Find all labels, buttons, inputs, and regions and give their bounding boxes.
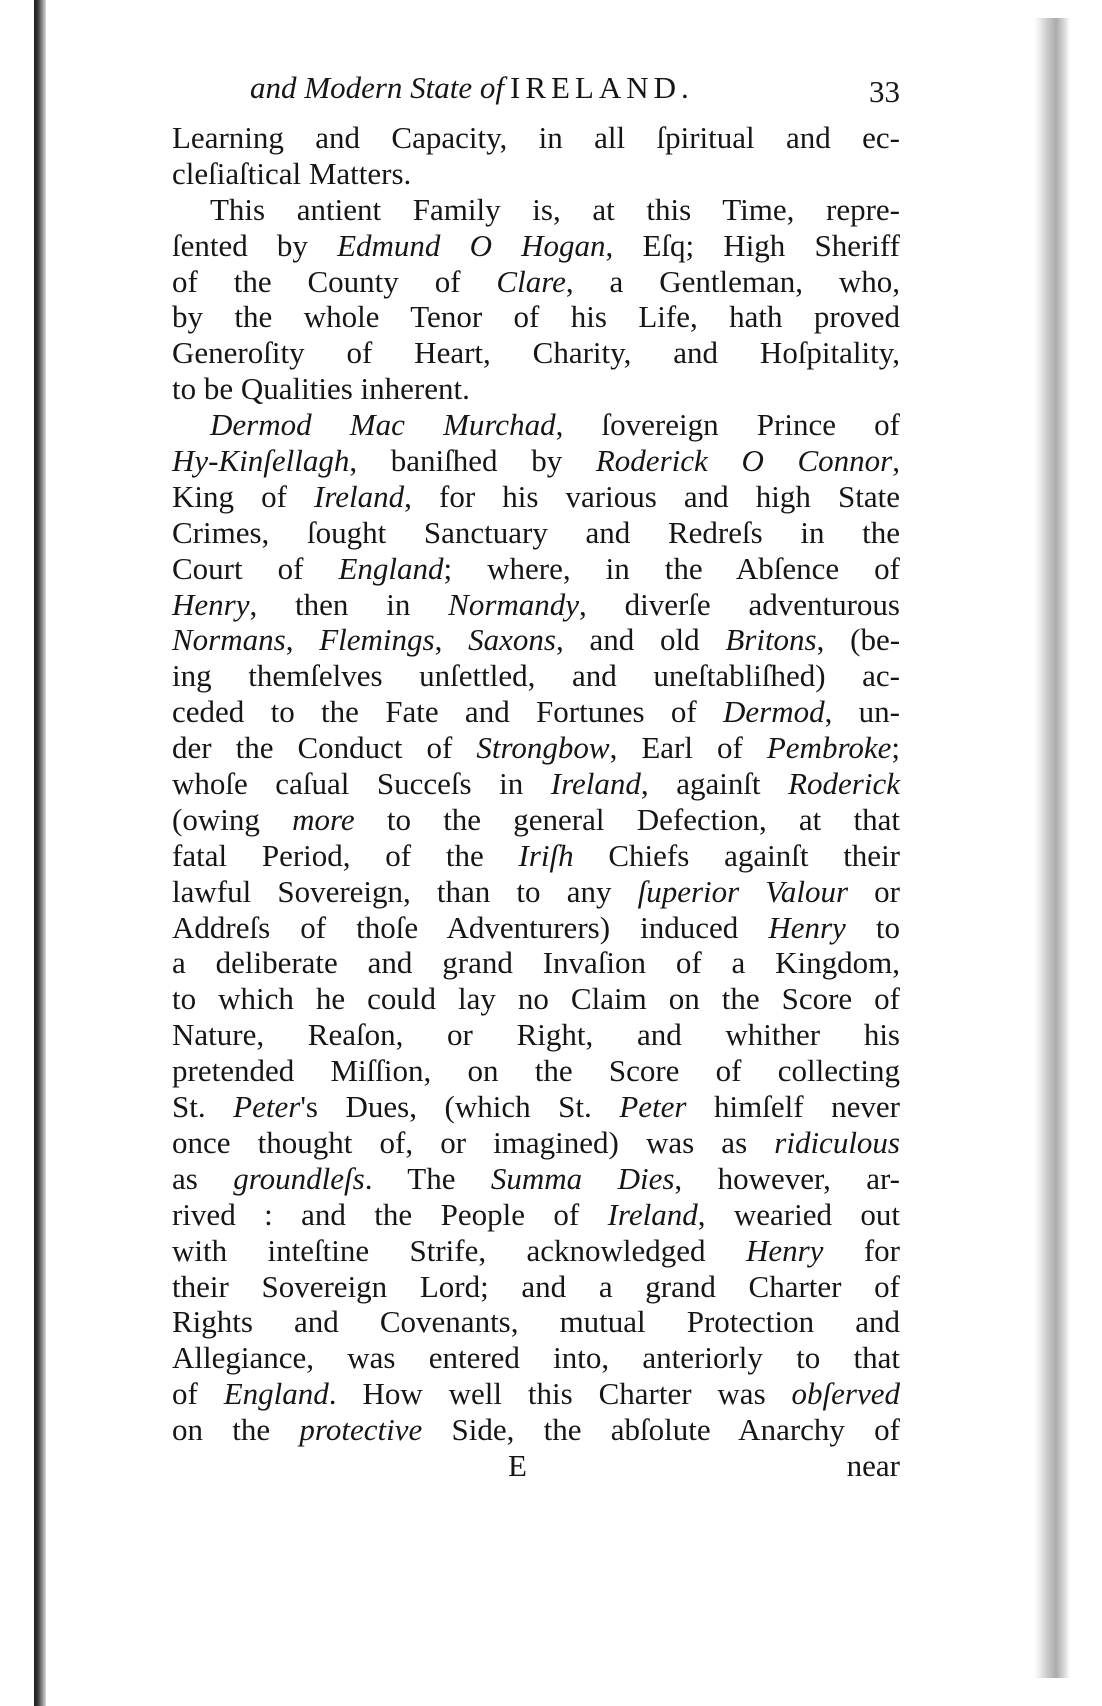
italic-text: more	[292, 801, 355, 837]
text-line	[172, 658, 900, 694]
text-line	[172, 371, 900, 407]
text-line	[172, 515, 900, 551]
text-run: ,	[285, 622, 320, 658]
italic-text: Henry	[768, 909, 846, 945]
scan-gutter-left	[34, 0, 46, 1706]
italic-text: Peter	[619, 1089, 687, 1125]
italic-text: Henry	[745, 1232, 824, 1268]
book-page	[172, 64, 900, 1488]
body-text	[172, 120, 900, 1448]
text-line	[172, 945, 900, 981]
text-run: , then in	[249, 586, 449, 622]
text-run: Chiefs againſt their	[573, 837, 901, 873]
italic-text: ſuperior Valour	[637, 873, 849, 909]
text-run: lawful Sovereign, than to any	[172, 873, 638, 909]
italic-text: protective	[299, 1412, 423, 1448]
text-run: , baniſhed by	[349, 443, 596, 479]
text-run: , diverſe adventurous	[579, 586, 900, 622]
text-run: This antient Family is, at this Time, repre-	[210, 191, 900, 227]
text-line	[172, 838, 900, 874]
italic-text: Ireland	[314, 478, 405, 514]
italic-text: obſerved	[791, 1376, 901, 1412]
italic-text: Henry	[172, 586, 250, 622]
italic-text: Normandy	[448, 586, 580, 622]
italic-text: Ireland	[607, 1196, 698, 1232]
text-run: himſelf never	[686, 1089, 900, 1125]
text-run: ing themſelves unſettled, and uneſtabliſhed) ac-	[172, 658, 900, 694]
text-line	[172, 264, 900, 300]
text-line	[172, 587, 900, 623]
running-head-caps: IRELAND.	[510, 70, 694, 105]
text-run: cleſiaſtical Matters.	[172, 155, 412, 191]
italic-text: Hy-Kinſellagh	[172, 443, 350, 479]
text-run: , un-	[824, 694, 901, 730]
italic-text: Ireland	[550, 766, 641, 802]
running-head-title	[250, 70, 694, 106]
text-run: . How well this Charter was	[328, 1376, 792, 1412]
italic-text: Roderick	[788, 766, 900, 802]
text-run: rived : and the People of	[172, 1196, 608, 1232]
italic-text: Iriſh	[518, 837, 574, 873]
text-run: as	[172, 1160, 234, 1196]
italic-text: Edmund O Hogan	[337, 227, 606, 263]
text-run: ceded to the Fate and Fortunes of	[172, 694, 723, 730]
text-line	[172, 1161, 900, 1197]
italic-text: Clare	[496, 263, 566, 299]
text-run: Crimes, ſought Sanctuary and Redreſs in the	[172, 514, 900, 550]
text-run: , ſovereign Prince of	[555, 407, 900, 443]
text-line	[172, 1340, 900, 1376]
text-run: pretended Miſſion, on the Score of collecting	[172, 1053, 900, 1089]
text-run: a deliberate and grand Invaſion of a Kingdom,	[172, 945, 900, 981]
scan-gutter-right	[1034, 18, 1070, 1678]
italic-text: Roderick O Connor	[595, 443, 893, 479]
text-run: ſented by	[172, 227, 338, 263]
text-run: their Sovereign Lord; and a grand Charter of	[172, 1268, 900, 1304]
text-line	[172, 299, 900, 335]
text-run: , for his various and high State	[404, 478, 900, 514]
text-line	[172, 1412, 900, 1448]
text-line	[172, 1376, 900, 1412]
text-run: Learning and Capacity, in all ſpiritual and ec-	[172, 120, 900, 155]
text-line	[172, 766, 900, 802]
text-line	[172, 694, 900, 730]
italic-text: Dermod	[723, 694, 825, 730]
text-line	[172, 1017, 900, 1053]
italic-text: Dermod Mac Murchad	[210, 407, 556, 443]
text-run: King of	[172, 478, 315, 514]
italic-text: Summa Dies	[490, 1160, 675, 1196]
text-run: , againſt	[640, 766, 789, 802]
text-run: with inteſtine Strife, acknowledged	[172, 1232, 746, 1268]
text-run: St.	[172, 1089, 234, 1125]
text-run: Addreſs of thoſe Adventurers) induced	[172, 909, 769, 945]
text-run: ,	[434, 622, 469, 658]
text-run: Rights and Covenants, mutual Protection and	[172, 1304, 900, 1340]
text-line	[172, 802, 900, 838]
catchword: near	[846, 1447, 900, 1483]
text-run: 's Dues, (which St.	[300, 1089, 620, 1125]
text-line	[172, 981, 900, 1017]
text-run: Court of	[172, 550, 339, 586]
text-run: , Eſq; High Sheriff	[605, 227, 900, 263]
italic-text: Britons	[725, 622, 817, 658]
italic-text: groundleſs	[233, 1160, 365, 1196]
text-line	[172, 156, 900, 192]
text-line	[172, 1269, 900, 1305]
text-run: Side, the abſolute Anarchy of	[422, 1412, 901, 1448]
signature-mark: E	[508, 1447, 527, 1483]
text-line	[172, 1197, 900, 1233]
text-line	[172, 1233, 900, 1269]
text-run: (owing	[172, 801, 293, 837]
text-run: Nature, Reaſon, or Right, and whither his	[172, 1017, 900, 1053]
text-line	[172, 192, 900, 228]
text-run: , wearied out	[697, 1196, 901, 1232]
italic-text: Peter	[233, 1089, 301, 1125]
text-run: to the general Defection, at that	[354, 801, 900, 837]
text-line	[172, 622, 900, 658]
running-head-italic: and Modern State of	[250, 70, 504, 105]
text-run: on the	[172, 1412, 300, 1448]
text-line	[172, 1304, 900, 1340]
text-line	[172, 1125, 900, 1161]
text-line	[172, 120, 900, 156]
text-run: . The	[364, 1160, 491, 1196]
italic-text: Pembroke	[766, 730, 892, 766]
text-line	[172, 443, 900, 479]
text-line	[172, 1053, 900, 1089]
text-run: to be Qualities inherent.	[172, 371, 470, 407]
text-run: Generoſity of Heart, Charity, and Hoſpitality,	[172, 335, 900, 371]
italic-text: Flemings	[319, 622, 435, 658]
italic-text: ridiculous	[774, 1124, 900, 1160]
running-head	[172, 64, 900, 116]
text-line	[172, 551, 900, 587]
text-run: , however, ar-	[674, 1160, 901, 1196]
text-line	[172, 479, 900, 515]
text-line	[172, 910, 900, 946]
italic-text: Normans	[172, 622, 286, 658]
italic-text: Strongbow	[476, 730, 610, 766]
text-run: , Earl of	[609, 730, 767, 766]
text-line	[172, 874, 900, 910]
text-run: der the Conduct of	[172, 730, 477, 766]
text-run: , and old	[555, 622, 726, 658]
page-footer	[172, 1448, 900, 1488]
text-run: Allegiance, was entered into, anteriorly to that	[172, 1340, 900, 1376]
text-run: by the whole Tenor of his Life, hath proved	[172, 299, 900, 335]
text-run: to	[845, 909, 900, 945]
text-run: ,	[892, 443, 900, 479]
text-line	[172, 335, 900, 371]
text-run: of	[172, 1376, 224, 1412]
text-run: ; where, in the Abſence of	[443, 550, 901, 586]
text-line	[172, 1089, 900, 1125]
text-line	[172, 730, 900, 766]
text-line	[172, 228, 900, 264]
text-run: fatal Period, of the	[172, 837, 519, 873]
text-run: , (be-	[816, 622, 901, 658]
text-run: to which he could lay no Claim on the Score of	[172, 981, 900, 1017]
text-run: , a Gentleman, who,	[565, 263, 900, 299]
italic-text: England	[338, 550, 444, 586]
text-run: for	[823, 1232, 900, 1268]
text-run: of the County of	[172, 263, 497, 299]
text-line	[172, 407, 900, 443]
italic-text: Saxons	[468, 622, 556, 658]
italic-text: England	[223, 1376, 329, 1412]
page-number: 33	[869, 74, 900, 109]
text-run: whoſe caſual Succeſs in	[172, 766, 551, 802]
text-run: or	[848, 873, 900, 909]
text-run: once thought of, or imagined) was as	[172, 1124, 775, 1160]
text-run: ;	[891, 730, 900, 766]
